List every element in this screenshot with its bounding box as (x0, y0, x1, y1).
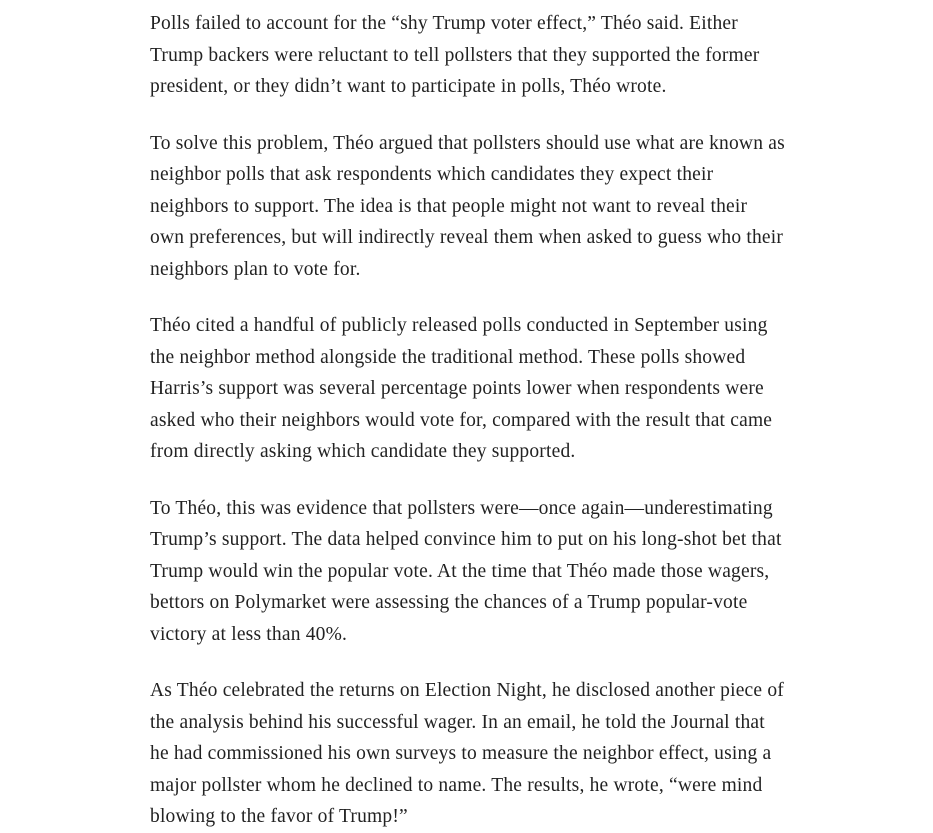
article-body (150, 8, 785, 833)
article-paragraph: To Théo, this was evidence that pollsters were—once again—underestimating Trump’s support. The data helped convince him to put on his long-shot bet that Trump would win the popular vote. At the time that Théo made those wagers, bettors on Polymarket were assessing the chances of a Trump popular-vote victory at less than 40%. (150, 497, 782, 645)
article-paragraph: Théo cited a handful of publicly released polls conducted in September using the neighbor method alongside the traditional method. These polls showed Harris’s support was several percentage points lower when respondents were asked who their neighbors would vote for, compared with the result that came from directly asking which candidate they supported. (150, 315, 773, 462)
article-paragraph: To solve this problem, Théo argued that pollsters should use what are known as neighbor polls that ask respondents which candidates they expect their neighbors to support. The idea is that people might not want to reveal their own preferences, but will indirectly reveal them when asked to guess who their neighbors plan to vote for. (150, 132, 785, 280)
article-paragraph: As Théo celebrated the returns on Election Night, he disclosed another piece of the analysis behind his successful wager. In an email, he told the Journal that he had commissioned his own surveys to measure the neighbor effect, using a major pollster whom he declined to name. The results, he wrote, “were mind blowing to the favor of Trump!” (150, 680, 784, 827)
article-paragraph: Polls failed to account for the “shy Trump voter effect,” Théo said. Either Trump backers were reluctant to tell pollsters that they supported the former president, or they didn’t want to participate in polls, Théo wrote. (150, 13, 760, 97)
